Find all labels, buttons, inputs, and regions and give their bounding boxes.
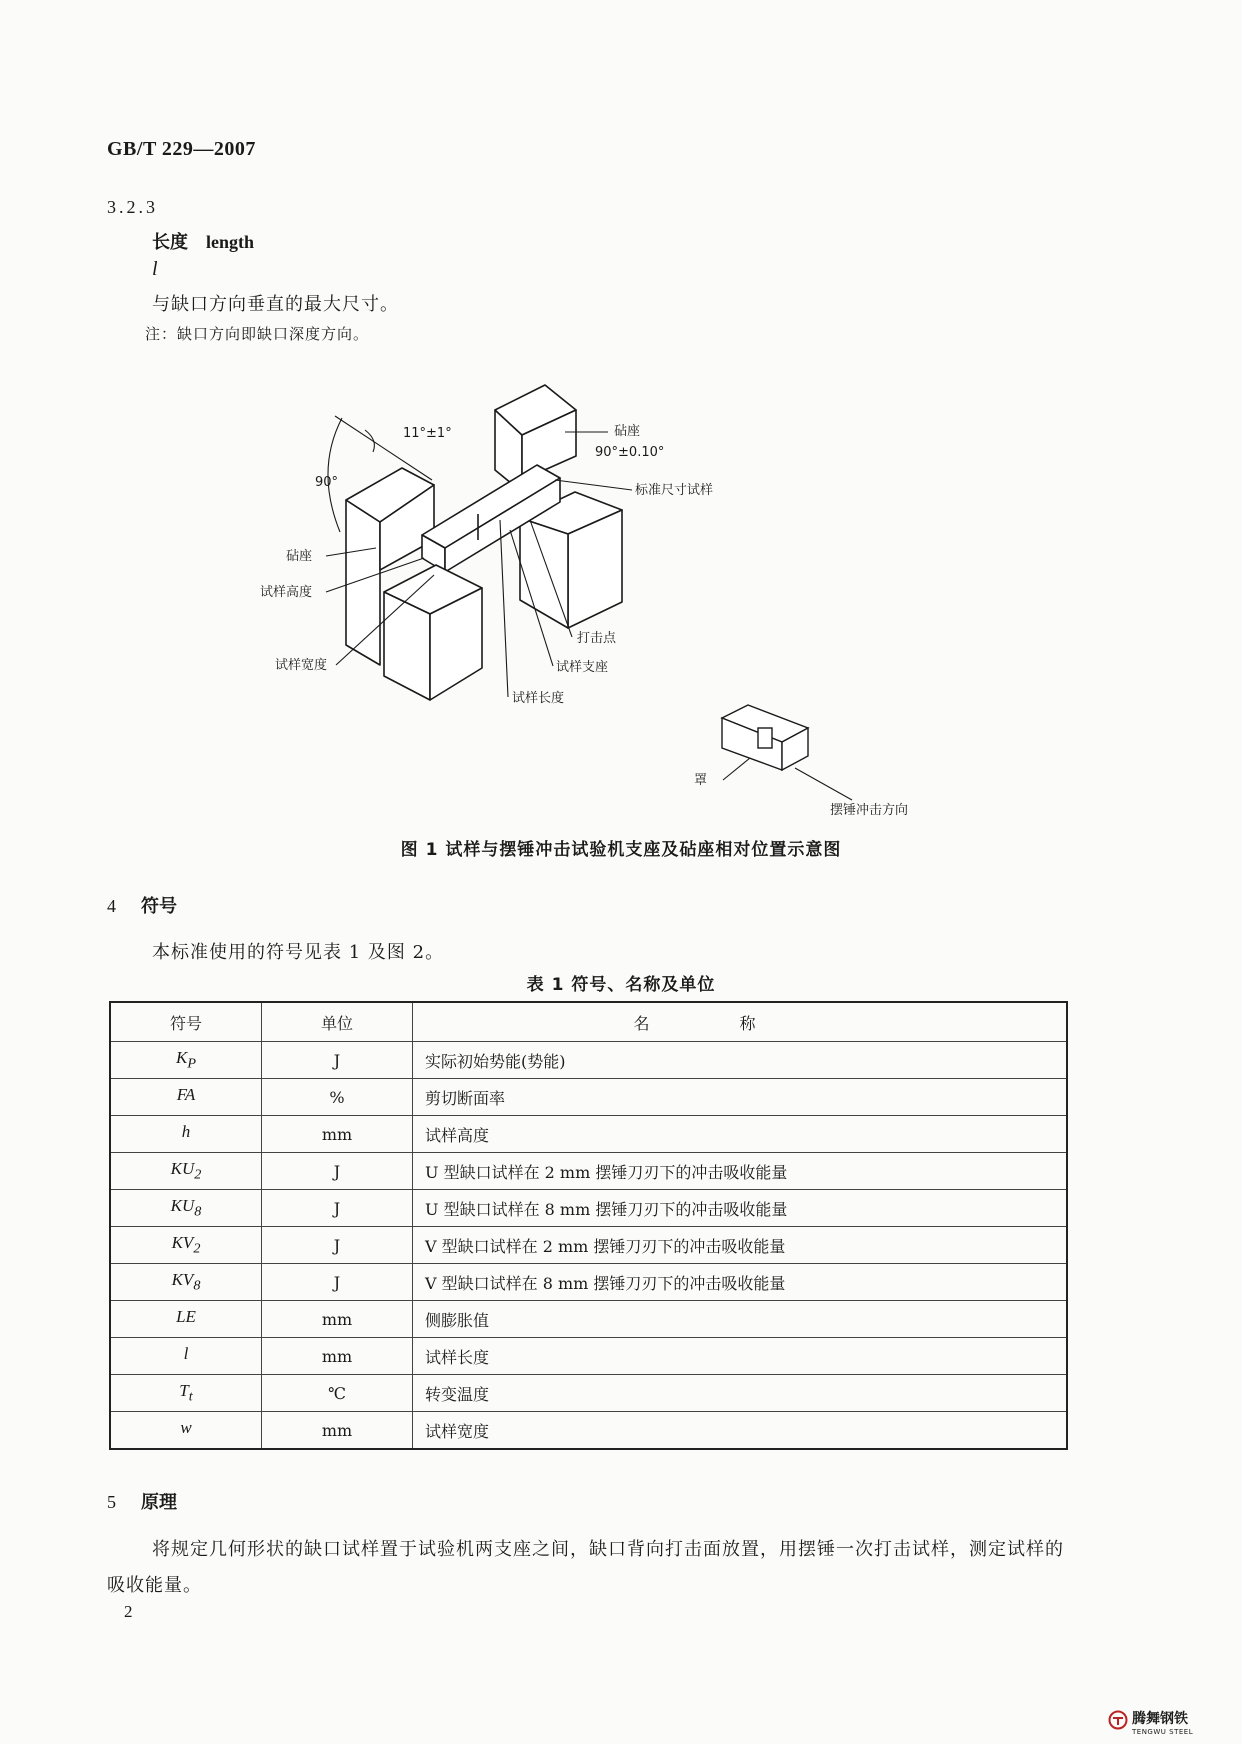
stamp-en: TENGWU STEEL — [1132, 1728, 1194, 1736]
label-std-specimen: 标准尺寸试样 — [635, 483, 714, 498]
section-5-number: 5 — [107, 1492, 116, 1512]
cell-symbol: $KV_8$ — [110, 1264, 262, 1301]
label-strike-point: 打击点 — [577, 631, 617, 646]
clause-number: 3.2.3 — [107, 197, 158, 217]
label-cover: 罩 — [694, 773, 708, 788]
cell-name: 剪切断面率 — [413, 1079, 1068, 1116]
cell-unit: J — [262, 1227, 413, 1264]
stamp-zh: 腾舞钢铁 — [1132, 1711, 1188, 1727]
page-number: 2 — [124, 1602, 133, 1621]
cell-symbol: $T_t$ — [110, 1375, 262, 1412]
cell-name: 侧膨胀值 — [413, 1301, 1068, 1338]
table-row — [110, 1042, 1067, 1079]
cell-symbol: $KV_2$ — [110, 1227, 262, 1264]
cell-unit: J — [262, 1190, 413, 1227]
cell-name: U 型缺口试样在 8 mm 摆锤刀刃下的冲击吸收能量 — [413, 1190, 1068, 1227]
cell-symbol: l — [110, 1338, 262, 1375]
cell-name: U 型缺口试样在 2 mm 摆锤刀刃下的冲击吸收能量 — [413, 1153, 1068, 1190]
cell-name: 转变温度 — [413, 1375, 1068, 1412]
label-specimen-height: 试样高度 — [260, 585, 313, 600]
label-anvil-top-right: 砧座 — [614, 424, 641, 439]
leader-specimen — [555, 480, 632, 490]
cell-name: V 型缺口试样在 8 mm 摆锤刀刃下的冲击吸收能量 — [413, 1264, 1068, 1301]
inset-cover-diagram — [722, 705, 808, 770]
leader-pendulum — [795, 768, 852, 800]
term-definition: 与缺口方向垂直的最大尺寸。 — [152, 294, 399, 315]
company-logo-icon — [1108, 1710, 1128, 1730]
cell-unit: J — [262, 1153, 413, 1190]
table-row — [110, 1264, 1067, 1301]
term-note: 注：缺口方向即缺口深度方向。 — [145, 325, 370, 343]
table-row — [110, 1190, 1067, 1227]
cell-unit: J — [262, 1264, 413, 1301]
label-specimen-width: 试样宽度 — [275, 658, 328, 673]
cell-unit: mm — [262, 1116, 413, 1153]
cell-unit: mm — [262, 1338, 413, 1375]
cell-symbol: $KU_2$ — [110, 1153, 262, 1190]
cell-unit: % — [262, 1079, 413, 1116]
section-4-number: 4 — [107, 896, 116, 916]
figure-caption: 图 1 试样与摆锤冲击试验机支座及砧座相对位置示意图 — [400, 840, 842, 860]
section-4-intro: 本标准使用的符号见表 1 及图 2。 — [152, 942, 445, 963]
standard-code: GB/T 229—2007 — [107, 138, 256, 160]
cell-name: 试样长度 — [413, 1338, 1068, 1375]
cell-symbol: LE — [110, 1301, 262, 1338]
header-unit: 单位 — [262, 1002, 413, 1042]
cell-symbol: $KU_8$ — [110, 1190, 262, 1227]
table-1-title: 表 1 符号、名称及单位 — [526, 975, 716, 995]
table-row — [110, 1301, 1067, 1338]
symbols-table — [109, 1001, 1068, 1450]
cell-symbol: FA — [110, 1079, 262, 1116]
leader-length — [500, 520, 508, 697]
support-right-front — [520, 518, 568, 628]
cell-unit: ℃ — [262, 1375, 413, 1412]
label-pendulum-direction: 摆锤冲击方向 — [830, 803, 909, 818]
table-row — [110, 1116, 1067, 1153]
figure-1-diagram — [0, 0, 1242, 830]
cell-symbol: $K_P$ — [110, 1042, 262, 1079]
term-symbol: l — [152, 258, 158, 280]
cell-unit: mm — [262, 1412, 413, 1450]
label-specimen-support: 试样支座 — [556, 660, 609, 675]
table-row — [110, 1375, 1067, 1412]
label-angle-anvil: 90°±0.10° — [595, 445, 665, 460]
section-4-heading — [107, 892, 177, 918]
header-symbol: 符号 — [110, 1002, 262, 1042]
section-5-title: 原理 — [141, 1492, 177, 1513]
table-header-row — [110, 1002, 1067, 1042]
section-5-paragraph: 将规定几何形状的缺口试样置于试验机两支座之间，缺口背向打击面放置，用摆锤一次打击试样，测定试样的吸收能量。 — [107, 1539, 1064, 1596]
header-name: 名称 — [413, 1002, 1068, 1042]
cell-symbol: h — [110, 1116, 262, 1153]
term-zh: 长度 — [152, 232, 188, 253]
cell-name: 试样高度 — [413, 1116, 1068, 1153]
section-4-title: 符号 — [141, 896, 177, 917]
table-row — [110, 1227, 1067, 1264]
cell-unit: mm — [262, 1301, 413, 1338]
table-row — [110, 1338, 1067, 1375]
term-en: length — [206, 232, 255, 252]
label-angle-90: 90° — [315, 475, 339, 490]
label-angle-11: 11°±1° — [403, 426, 452, 441]
table-row — [110, 1079, 1067, 1116]
cell-name: 试样宽度 — [413, 1412, 1068, 1450]
watermark-stamp — [1132, 1708, 1193, 1736]
leader-cover — [723, 758, 750, 780]
cell-name: 实际初始势能(势能) — [413, 1042, 1068, 1079]
cell-symbol: w — [110, 1412, 262, 1450]
table-row — [110, 1153, 1067, 1190]
cell-unit: J — [262, 1042, 413, 1079]
cell-name: V 型缺口试样在 2 mm 摆锤刀刃下的冲击吸收能量 — [413, 1227, 1068, 1264]
section-5-heading — [107, 1488, 177, 1514]
label-anvil-left: 砧座 — [286, 549, 313, 564]
label-specimen-length: 试样长度 — [512, 691, 565, 706]
table-row — [110, 1412, 1067, 1450]
